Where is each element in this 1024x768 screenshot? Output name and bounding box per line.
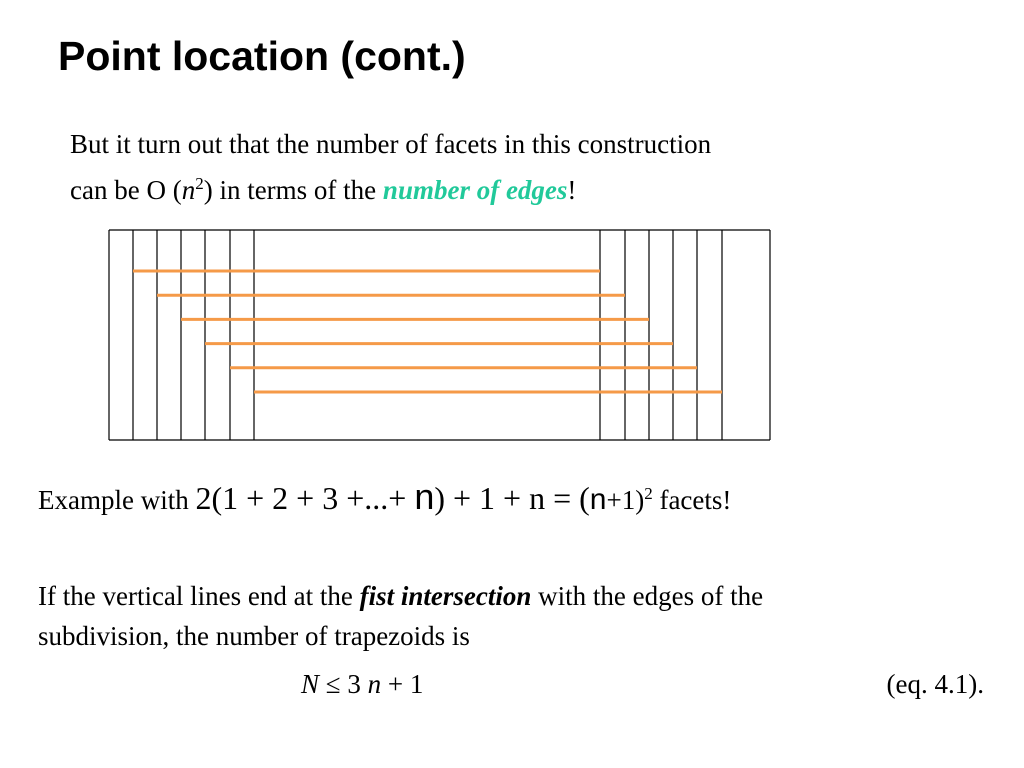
vertical-lines (109, 230, 770, 440)
equation-n: n (367, 669, 382, 699)
example-rhs-open: ( (579, 480, 590, 516)
trapezoid-bound-equation (301, 664, 423, 704)
example-prefix: Example with (38, 485, 196, 515)
fist-intersection-emphasis: fist intersection (359, 581, 532, 611)
orange-edges (133, 271, 722, 392)
intro-line-2-end: ! (567, 175, 577, 205)
intro-exponent: 2 (195, 174, 204, 193)
example-line (38, 472, 731, 522)
example-formula-n: n (414, 476, 435, 517)
number-of-edges-highlight: number of edges (382, 175, 568, 205)
example-formula-b: ) + 1 + n = (434, 480, 580, 516)
example-suffix: facets! (652, 485, 732, 515)
equation-relation: ≤ 3 (319, 669, 368, 699)
intro-n: n (181, 175, 196, 205)
example-rhs-close: +1) (606, 485, 645, 515)
intro-line-1: But it turn out that the number of facets in this construction (70, 129, 712, 159)
trapezoid-line-1-a: If the vertical lines end at the (38, 581, 360, 611)
example-formula-a: 2(1 + 2 + 3 +...+ (195, 480, 415, 516)
equation-reference: (eq. 4.1). (886, 669, 984, 699)
trapezoid-line-2: subdivision, the number of trapezoids is (38, 621, 470, 651)
slide-title: Point location (cont.) (58, 33, 466, 79)
intro-line-2-a: can be O ( (70, 175, 182, 205)
example-rhs-n: n (589, 483, 607, 516)
intro-line-2-b: ) in terms of the (203, 175, 383, 205)
example-rhs-exponent: 2 (644, 484, 653, 503)
trapezoid-line-1-b: with the edges of the (531, 581, 764, 611)
equation-rest: + 1 (381, 669, 424, 699)
equation-N: N (301, 669, 320, 699)
trapezoid-paragraph (38, 576, 763, 656)
